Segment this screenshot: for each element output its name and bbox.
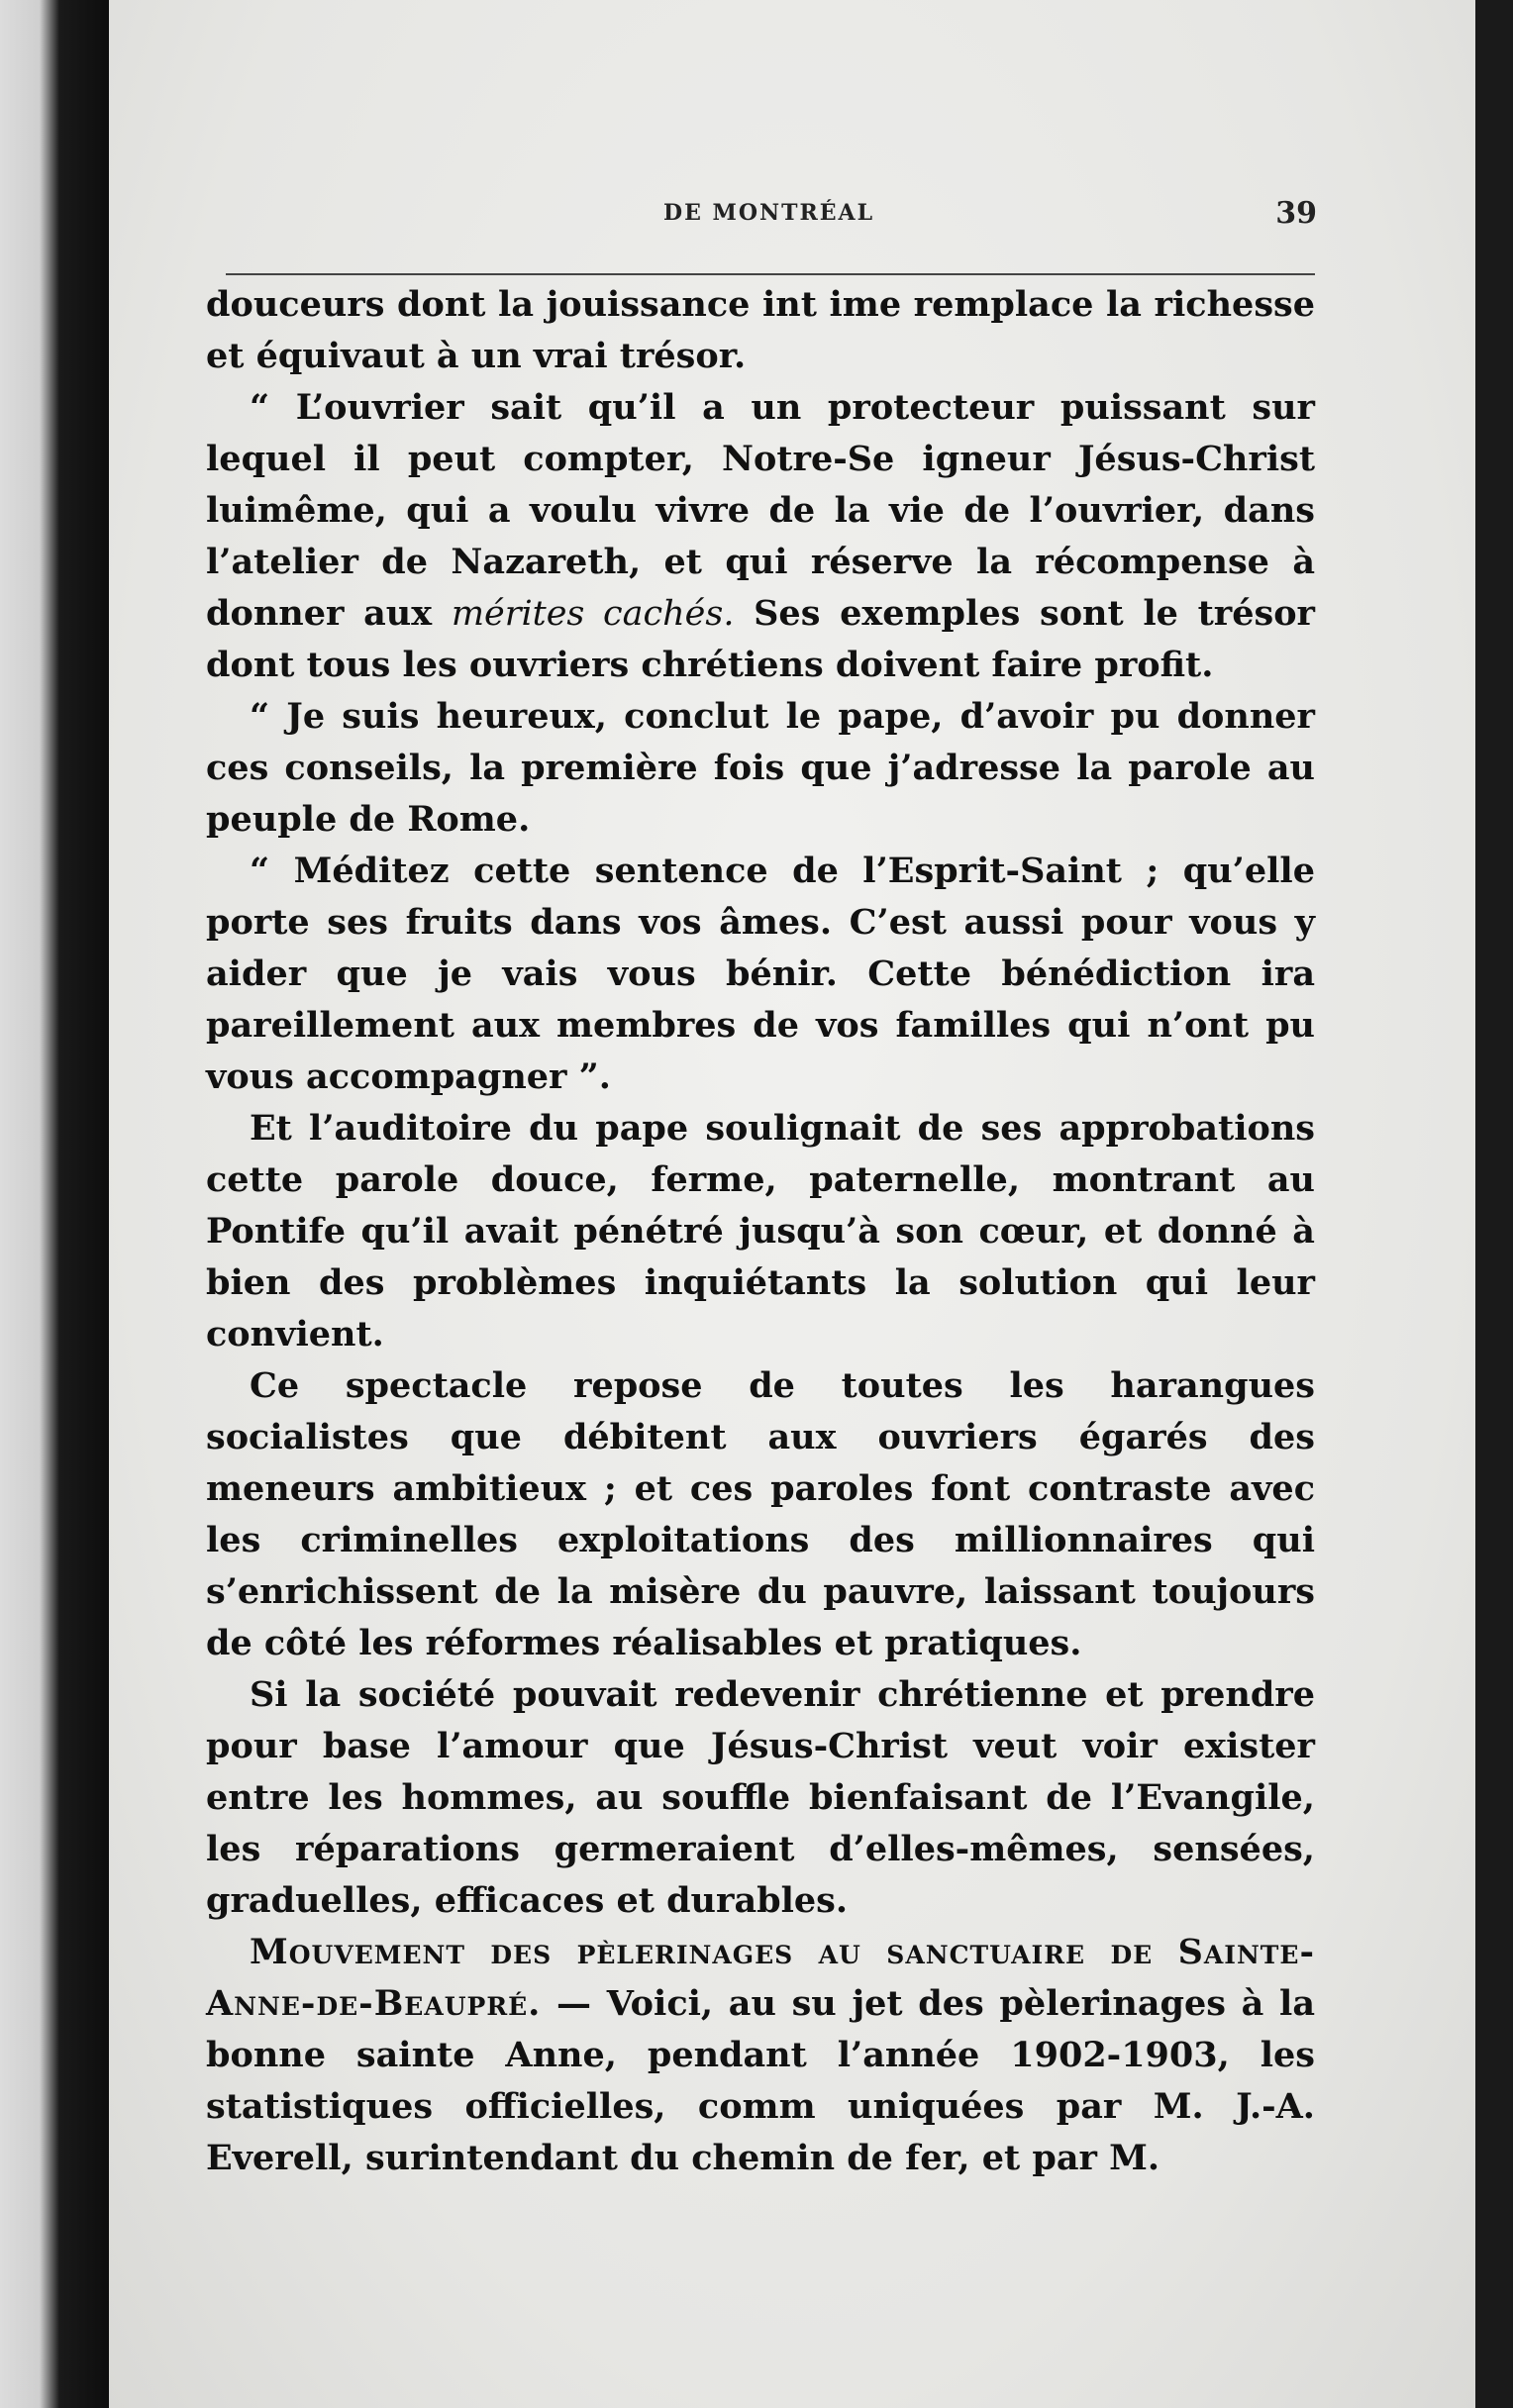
- paragraph: [206, 382, 1315, 691]
- paragraph: [206, 1927, 1315, 2184]
- running-title: DE MONTRÉAL: [663, 200, 875, 226]
- section-heading: Mouvement des pèlerinages au sanctuaire de Sainte-Anne-de-Beaupré.: [206, 1932, 1315, 2024]
- left-page-edge: [0, 0, 109, 2408]
- header-rule: [226, 273, 1315, 275]
- paragraph: Et l’auditoire du pape soulignait de ses approbations cette parole douce, ferme, paternelle, montrant au Pontife qu’il avait pénétré jusqu’à son cœur, et donné à bien des problèmes inquiétants la solution qui leur convient.: [206, 1108, 1315, 1354]
- page-header: [109, 196, 1317, 236]
- page-number: 39: [1275, 196, 1317, 231]
- paragraph: “ Méditez cette sentence de l’Esprit-Saint ; qu’elle porte ses fruits dans vos âmes. C’est aussi pour vous y aider que je vais vous bénir. Cette bénédiction ira pareillement aux membres de vos familles qui n’ont pu vous accompagner ”.: [206, 851, 1315, 1097]
- right-page-edge: [1475, 0, 1513, 2408]
- paragraph-text: — Voici, au su jet des pèlerinages à la bonne sainte Anne, pendant l’année 1902-1903, les statistiques officielles, comm uniquées par M. J.-A. Everell, surintendant du chemin de fer, et par M.: [206, 1983, 1315, 2178]
- paragraph-text: Ses exemples sont le trésor dont tous les ouvriers chrétiens doivent faire profit.: [206, 593, 1315, 685]
- body-text: [206, 279, 1315, 2184]
- paragraph: “ Je suis heureux, conclut le pape, d’avoir pu donner ces conseils, la première fois que j’adresse la parole au peuple de Rome.: [206, 696, 1315, 840]
- paragraph-text: “ L’ouvrier sait qu’il a un protecteur puissant sur lequel il peut compter, Notre-Se igneur Jésus-Christ luimême, qui a voulu vivre de la vie de l’ouvrier, dans l’atelier de Nazareth, et qui réserve la récompense à donner aux: [206, 387, 1315, 634]
- paragraph: douceurs dont la jouissance int ime remplace la richesse et équivaut à un vrai trésor.: [206, 284, 1315, 376]
- paragraph: Ce spectacle repose de toutes les harangues socialistes que débitent aux ouvriers égarés des meneurs ambitieux ; et ces paroles font contraste avec les criminelles exploitations des millionnaires qui s’enrichissent de la misère du pauvre, laissant toujours de côté les réformes réalisables et pratiques.: [206, 1365, 1315, 1663]
- italic-phrase: mérites cachés.: [451, 594, 735, 634]
- paragraph: Si la société pouvait redevenir chrétienne et prendre pour base l’amour que Jésus-Christ veut voir exister entre les hommes, au souffle bienfaisant de l’Evangile, les réparations germeraient d’elles-mêmes, sensées, graduelles, efficaces et durables.: [206, 1674, 1315, 1921]
